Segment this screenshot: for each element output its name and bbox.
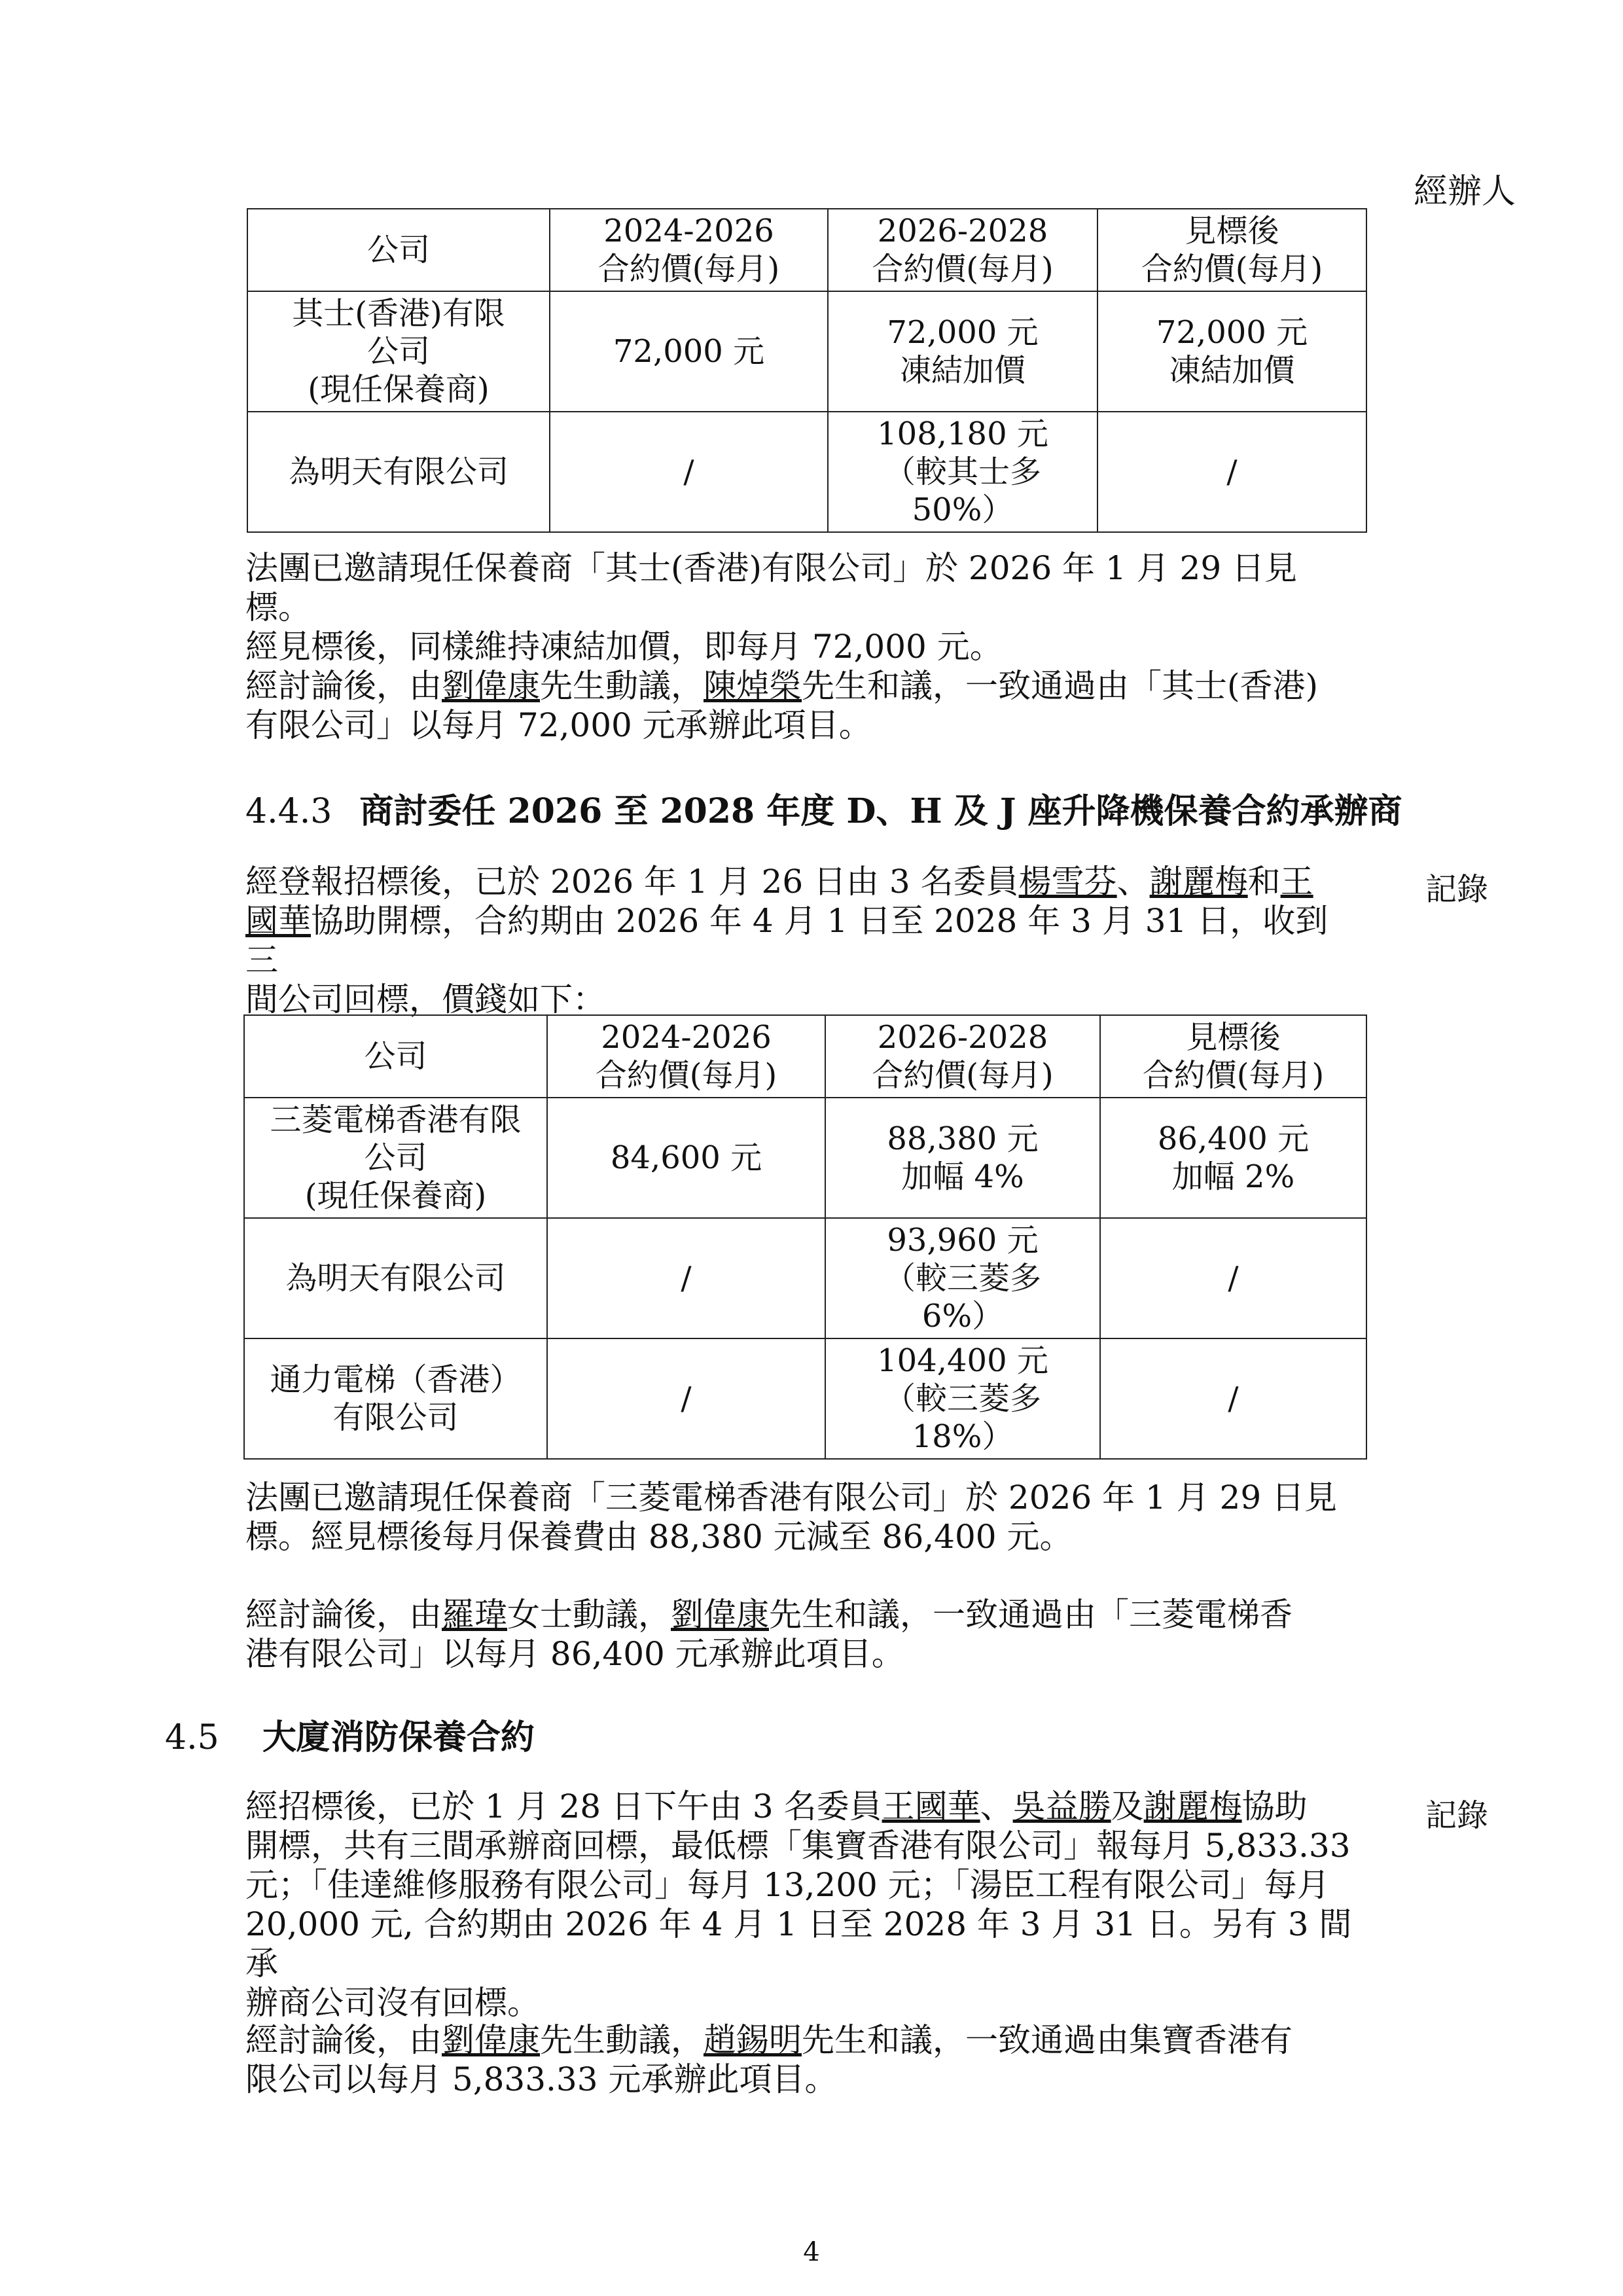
price-cell [828,412,1097,532]
cell-text-line: 93,960 元 [887,1222,1039,1259]
text-fragment: 先生動議， [540,667,704,705]
text-line: 有限公司」以每月 72,000 元承辦此項目。 [245,706,872,744]
cell-text-line: 公司 [366,232,430,268]
side-note-record: 記錄 [1425,871,1489,908]
member-name: 王 [1280,863,1313,901]
cell-text-line: 三菱電梯香港有限 [270,1102,522,1138]
text-line: 元；「佳達維修服務有限公司」每月 13,200 元；「湯臣工程有限公司」每月 [245,1866,1330,1904]
cell-text-line: 72,000 元 [613,333,765,370]
mover-name: 劉偉康 [442,667,540,705]
cell-text-line: 凍結加價 [899,352,1026,389]
cell-text-line: 合約價(每月) [597,251,780,287]
cell-text-line: 88,380 元 [887,1121,1039,1157]
table-header-cell [1100,1015,1366,1098]
text-line [245,1595,1358,1634]
table-header-cell [247,209,550,291]
text-fragment: 女士動議， [507,1596,671,1634]
table-row [244,1338,1366,1459]
cell-text-line: （較其士多 [883,454,1041,490]
company-name-cell [244,1218,547,1338]
member-name: 王國華 [882,1787,980,1825]
text-fragment: 、 [980,1787,1013,1825]
seconder-name: 陳焯榮 [704,667,802,705]
cell-text-line: 公司 [364,1038,427,1075]
price-cell [547,1098,825,1218]
mover-name: 羅瑋 [442,1596,507,1634]
cell-text-line: 86,400 元 [1157,1121,1310,1157]
table-header-cell [825,1015,1100,1098]
cell-text-line: 18%） [912,1418,1014,1455]
side-note-record: 記錄 [1425,1797,1489,1834]
text-line: 標。經見標後每月保養費由 88,380 元減至 86,400 元。 [245,1518,1073,1556]
text-line [245,2020,1358,2060]
company-name-cell [247,291,550,412]
text-line: 法團已邀請現任保養商「三菱電梯香港有限公司」於 2026 年 1 月 29 日見 [245,1479,1338,1516]
cell-text-line: 108,180 元 [877,416,1048,452]
section-title: 大廈消防保養合約 [262,1717,535,1757]
text-fragment: 和 [1247,863,1281,901]
cell-text-line: / [681,1260,692,1297]
section-number: 4.5 [165,1718,219,1757]
cell-text-line: 2026-2028 [877,1019,1048,1056]
cell-text-line: 加幅 4% [901,1158,1024,1195]
cell-text-line: 72,000 元 [1156,314,1308,351]
cell-text-line: （較三菱多 [883,1260,1041,1297]
text-line: 法團已邀請現任保養商「其士(香港)有限公司」於 2026 年 1 月 29 日見標。 [245,549,1298,626]
text-line [245,1787,1358,1826]
text-fragment: 先生和議，一致通過由「三菱電梯香 [769,1596,1293,1634]
text-fragment: 經招標後，已於 1 月 28 日下午由 3 名委員 [245,1787,882,1825]
handler-column-label: 經辦人 [1414,172,1516,211]
price-cell [550,412,828,532]
price-cell [825,1218,1100,1338]
mover-name: 劉偉康 [442,2021,540,2059]
cell-text-line: 合約價(每月) [872,1057,1054,1094]
cell-text-line: 2024-2026 [601,1019,772,1056]
cell-text-line: 通力電梯（香港） [270,1361,522,1398]
section-4-5-heading [165,1710,535,1759]
cell-text-line: 合約價(每月) [1141,251,1323,287]
paragraph-tender-opening-lifts [245,862,1358,1019]
cell-text-line: (現任保養商) [308,371,490,408]
cell-text-line: 為明天有限公司 [285,1260,506,1297]
cell-text-line: 6%） [921,1298,1004,1335]
text-fragment: 協助開標，合約期由 2026 年 4 月 1 日至 2028 年 3 月 31 日，收到三 [245,902,1329,979]
cell-text-line: / [681,1380,692,1417]
cell-text-line: 凍結加價 [1169,352,1295,389]
cell-text-line: 公司 [364,1139,427,1176]
price-cell [547,1338,825,1459]
company-name-cell [244,1098,547,1218]
text-line [245,901,1358,980]
seconder-name: 趙錫明 [704,2021,802,2059]
table-row [247,291,1366,412]
text-fragment: 經討論後，由 [245,1596,442,1634]
table-header-row [247,209,1366,291]
cell-text-line: / [1226,454,1238,490]
cell-text-line: （較三菱多 [883,1380,1041,1417]
price-cell [1100,1338,1366,1459]
page-number: 4 [803,2237,820,2267]
text-fragment: 先生動議， [540,2021,704,2059]
heading-number: 4.4.3 [245,792,332,831]
price-cell [825,1338,1100,1459]
price-cell [550,291,828,412]
table-row [244,1218,1366,1338]
text-line: 20,000 元, 合約期由 2026 年 4 月 1 日至 2028 年 3 月 31 日。另有 3 間承 [245,1905,1352,1982]
member-name: 楊雪芬 [1018,863,1117,901]
cell-text-line: 72,000 元 [887,314,1039,351]
price-cell [1097,291,1366,412]
cell-text-line: 為明天有限公司 [288,454,508,490]
cell-text-line: 有限公司 [332,1399,459,1436]
price-cell [1097,412,1366,532]
cell-text-line: 84,600 元 [610,1139,762,1176]
text-fragment: 經討論後，由 [245,2021,442,2059]
paragraph-fire-tender [245,1787,1358,2022]
text-fragment: 協助 [1241,1787,1308,1825]
heading-text: 商討委任 2026 至 2028 年度 D、H 及 J 座升降機保養合約承辦商 [359,791,1402,831]
cell-text-line: 其士(香港)有限 [292,295,505,332]
cell-text-line: 104,400 元 [877,1342,1048,1379]
text-line: 間公司回標，價錢如下： [245,980,605,1018]
text-line: 港有限公司」以每月 86,400 元承辦此項目。 [245,1635,904,1673]
table-header-row [244,1015,1366,1098]
company-name-cell [247,412,550,532]
text-line [245,862,1358,901]
text-fragment: 及 [1111,1787,1144,1825]
paragraph-invitation-2 [245,1478,1358,1556]
cell-text-line: 合約價(每月) [1142,1057,1325,1094]
price-cell [1100,1098,1366,1218]
cell-text-line: 見標後 [1186,1019,1281,1056]
text-line: 辦商公司沒有回標。 [245,1984,540,2022]
seconder-name: 劉偉康 [671,1596,769,1634]
company-name-cell [244,1338,547,1459]
cell-text-line: 公司 [366,333,430,370]
cell-text-line: / [1228,1260,1239,1297]
table-row [244,1098,1366,1218]
text-fragment: 先生和議，一致通過由「其士(香港) [802,667,1319,705]
paragraph-resolution-1 [245,666,1358,745]
text-line: 經見標後，同樣維持凍結加價，即每月 72,000 元。 [245,628,1003,666]
table-header-cell [550,209,828,291]
paragraph-resolution-3 [245,2020,1358,2099]
text-fragment: 、 [1116,863,1150,901]
cell-text-line: 50%） [912,492,1014,528]
contract-price-table-2 [243,1014,1367,1460]
text-line: 開標，共有三間承辦商回標，最低標「集寶香港有限公司」報每月 5,833.33 [245,1827,1351,1865]
price-cell [1100,1218,1366,1338]
price-cell [828,291,1097,412]
cell-text-line: / [1228,1380,1239,1417]
member-name: 謝麗梅 [1143,1787,1242,1825]
cell-text-line: 見標後 [1185,213,1279,249]
contract-price-table-1 [247,208,1367,533]
member-name: 謝麗梅 [1149,863,1248,901]
member-name: 國華 [245,902,311,940]
heading-4-4-3 [245,783,1402,833]
table-header-cell [1097,209,1366,291]
text-line: 限公司以每月 5,833.33 元承辦此項目。 [245,2060,838,2098]
text-fragment: 先生和議，一致通過由集寶香港有 [802,2021,1293,2059]
cell-text-line: 合約價(每月) [872,251,1054,287]
cell-text-line: (現任保養商) [304,1177,487,1214]
table-header-cell [828,209,1097,291]
text-line [245,666,1358,706]
table-row [247,412,1366,532]
price-cell [825,1098,1100,1218]
cell-text-line: / [683,454,694,490]
paragraph-invitation-1 [245,548,1358,666]
price-cell [547,1218,825,1338]
member-name: 吳益勝 [1012,1787,1111,1825]
table-header-cell [244,1015,547,1098]
text-fragment: 經登報招標後，已於 2026 年 1 月 26 日由 3 名委員 [245,863,1019,901]
cell-text-line: 加幅 2% [1171,1158,1295,1195]
cell-text-line: 2026-2028 [877,213,1048,249]
cell-text-line: 2024-2026 [603,213,774,249]
table-header-cell [547,1015,825,1098]
text-fragment: 經討論後，由 [245,667,442,705]
cell-text-line: 合約價(每月) [595,1057,777,1094]
paragraph-resolution-2 [245,1595,1358,1674]
